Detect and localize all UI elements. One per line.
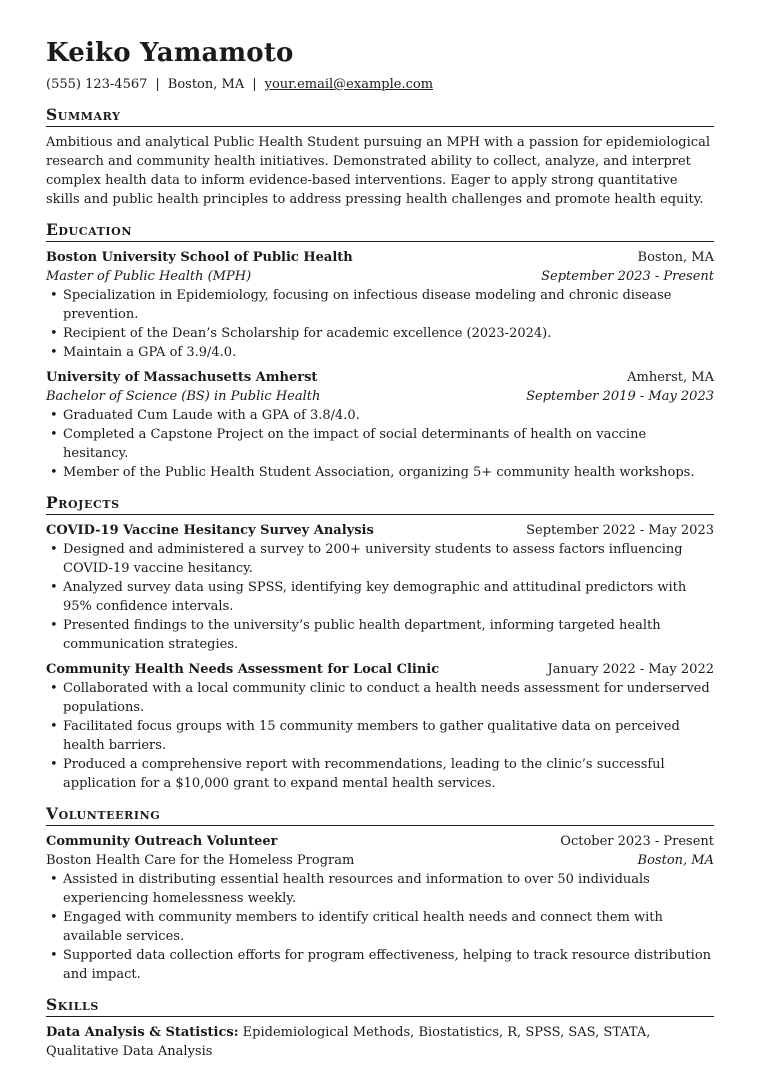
- school-name: Boston University School of Public Health: [46, 250, 353, 265]
- bullet-list: [46, 406, 714, 482]
- section-title-volunteering: Volunteering: [46, 804, 714, 826]
- candidate-name: Keiko Yamamoto: [46, 38, 294, 68]
- list-item: • Graduated Cum Laude with a GPA of 3.8/4.0.: [63, 406, 714, 425]
- organization: Boston Health Care for the Homeless Program: [46, 853, 355, 868]
- degree: Bachelor of Science (BS) in Public Health: [46, 389, 321, 404]
- project-title: Community Health Needs Assessment for Local Clinic: [46, 662, 440, 677]
- project-title: COVID-19 Vaccine Hesitancy Survey Analysis: [46, 523, 374, 538]
- bullet-list: [46, 679, 714, 793]
- list-item: • Analyzed survey data using SPSS, identifying key demographic and attitudinal predictors with 95% confidence intervals.: [63, 578, 714, 616]
- list-item: • Produced a comprehensive report with recommendations, leading to the clinic’s successful application for a $10,000 grant to expand mental health services.: [63, 755, 714, 793]
- dates: September 2023 - Present: [541, 269, 714, 284]
- school-location: Boston, MA: [637, 250, 714, 265]
- list-item: • Maintain a GPA of 3.9/4.0.: [63, 343, 714, 362]
- list-item: • Supported data collection efforts for program effectiveness, helping to track resource distribution and impact.: [63, 946, 714, 984]
- volunteer-entry: [46, 832, 714, 984]
- bullet-list: [46, 870, 714, 984]
- dates: September 2022 - May 2023: [526, 523, 714, 538]
- list-item: • Designed and administered a survey to 200+ university students to assess factors influencing COVID-19 vaccine hesitancy.: [63, 540, 714, 578]
- list-item: • Presented findings to the university’s public health department, informing targeted health communication strategies.: [63, 616, 714, 654]
- project-entry: [46, 521, 714, 654]
- project-entry: [46, 660, 714, 793]
- list-item: • Engaged with community members to identify critical health needs and connect them with available services.: [63, 908, 714, 946]
- bullet-list: [46, 540, 714, 654]
- contact-line: [46, 76, 714, 94]
- summary-text: Ambitious and analytical Public Health Student pursuing an MPH with a passion for epidemiological research and community health initiatives. Demonstrated ability to collect, analyze, and interpret complex health data to inform evidence-based interventions. Eager to apply strong quantitative skills and public health principles to address pressing health challenges and promote health equity.: [46, 135, 710, 207]
- volunteer-location: Boston, MA: [637, 853, 714, 868]
- skills-line: [46, 1023, 714, 1061]
- school-location: Amherst, MA: [627, 370, 714, 385]
- degree: Master of Public Health (MPH): [46, 269, 252, 284]
- list-item: • Specialization in Epidemiology, focusing on infectious disease modeling and chronic disease prevention.: [63, 286, 714, 324]
- list-item: • Facilitated focus groups with 15 community members to gather qualitative data on perceived health barriers.: [63, 717, 714, 755]
- list-item: • Collaborated with a local community clinic to conduct a health needs assessment for underserved populations.: [63, 679, 714, 717]
- education-entry: [46, 248, 714, 362]
- dates: October 2023 - Present: [560, 834, 714, 849]
- separator: |: [252, 77, 257, 92]
- phone: (555) 123-4567: [46, 77, 148, 92]
- email-link[interactable]: your.email@example.com: [264, 77, 434, 92]
- section-title-summary: Summary: [46, 105, 714, 127]
- list-item: • Assisted in distributing essential health resources and information to over 50 individuals experiencing homelessness weekly.: [63, 870, 714, 908]
- bullet-list: [46, 286, 714, 362]
- list-item: • Member of the Public Health Student Association, organizing 5+ community health workshops.: [63, 463, 714, 482]
- dates: September 2019 - May 2023: [526, 389, 714, 404]
- separator: |: [155, 77, 160, 92]
- skills-value: Epidemiological Methods, Biostatistics, R, SPSS, SAS, STATA, Qualitative Data Analysis: [46, 1025, 651, 1059]
- education-entry: [46, 368, 714, 482]
- list-item: • Completed a Capstone Project on the impact of social determinants of health on vaccine hesitancy.: [63, 425, 714, 463]
- section-title-education: Education: [46, 220, 714, 242]
- list-item: • Recipient of the Dean’s Scholarship for academic excellence (2023-2024).: [63, 324, 714, 343]
- volunteer-role: Community Outreach Volunteer: [46, 834, 278, 849]
- location: Boston, MA: [167, 77, 245, 92]
- school-name: University of Massachusetts Amherst: [46, 370, 318, 385]
- section-title-projects: Projects: [46, 493, 714, 515]
- dates: January 2022 - May 2022: [547, 662, 714, 677]
- section-title-skills: Skills: [46, 995, 714, 1017]
- skills-label: Data Analysis & Statistics:: [46, 1025, 239, 1040]
